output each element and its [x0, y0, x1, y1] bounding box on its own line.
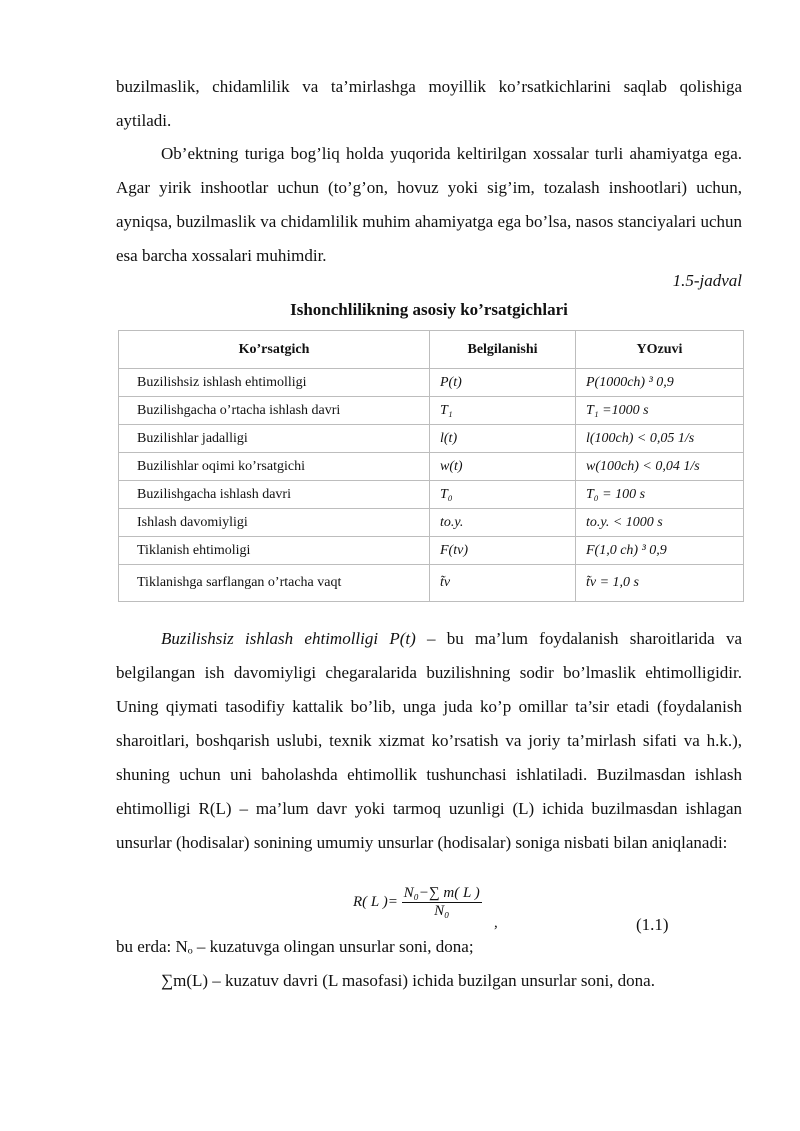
cell-indicator: Ishlash davomiyligi — [119, 509, 430, 537]
cell-notation: F(tv) — [430, 537, 576, 565]
table-row — [119, 481, 744, 509]
formula-fraction — [402, 885, 482, 920]
term-definition: Buzilishsiz ishlash ehtimolligi P(t) — [161, 629, 416, 648]
formula-comma: , — [494, 915, 498, 931]
table-header-row — [119, 331, 744, 369]
header-indicator: Ko’rsatgich — [119, 331, 430, 369]
table-row — [119, 425, 744, 453]
table-number: 1.5-jadval — [672, 271, 742, 290]
cell-notation: T₀ — [430, 481, 576, 509]
table-row — [119, 509, 744, 537]
table-row — [119, 397, 744, 425]
table-row — [119, 369, 744, 397]
cell-indicator: Buzilishsiz ishlash ehtimolligi — [119, 369, 430, 397]
cell-record: F(1,0 ch) ³ 0,9 — [576, 537, 744, 565]
equation-number: (1.1) — [636, 915, 669, 934]
cell-record: T₁ =1000 s — [576, 397, 744, 425]
cell-record: to.y. < 1000 s — [576, 509, 744, 537]
header-notation: Belgilanishi — [430, 331, 576, 369]
cell-notation: P(t) — [430, 369, 576, 397]
cell-record: w(100ch) < 0,04 1/s — [576, 453, 744, 481]
paragraph-1: buzilmaslik, chidamlilik va ta’mirlashga moyillik ko’rsatkichlarini saqlab qolishiga aytiladi. — [116, 77, 742, 130]
where-line: bu erda: Nₒ – kuzatuvga olingan unsurlar soni, dona; — [116, 937, 474, 956]
cell-indicator: Buzilishlar jadalligi — [119, 425, 430, 453]
formula-1-1 — [353, 885, 482, 920]
formula-denominator: N₀ — [434, 903, 450, 919]
cell-indicator: Buzilishlar oqimi ko’rsatgichi — [119, 453, 430, 481]
cell-notation: T₁ — [430, 397, 576, 425]
table-row — [119, 565, 744, 602]
paragraph-2: Ob’ektning turiga bog’liq holda yuqorida keltirilgan xossalar turli ahamiyatga ega. Agar yirik inshootlar uchun (to’g’on, hovuz yoki sig’im, tozalash inshootlari) uchun, ayniqsa, buzilmaslik va chidamlilik muhim ahamiyatga ega bo’lsa, nasos stanciyalari uchun esa barcha xossalari muhimdir. — [116, 144, 742, 265]
cell-record: T₀ = 100 s — [576, 481, 744, 509]
header-record: YOzuvi — [576, 331, 744, 369]
formula-numerator: N₀−∑ m( L ) — [403, 885, 480, 901]
formula-lhs: R( L )= — [353, 893, 398, 910]
sum-definition-line: ∑m(L) – kuzatuv davri (L masofasi) ichida buzilgan unsurlar soni, dona. — [161, 971, 655, 990]
table-row — [119, 537, 744, 565]
cell-record: l(100ch) < 0,05 1/s — [576, 425, 744, 453]
cell-indicator: Buzilishgacha o’rtacha ishlash davri — [119, 397, 430, 425]
table-row — [119, 453, 744, 481]
table-title: Ishonchlilikning asosiy ko’rsatgichlari — [290, 300, 568, 319]
cell-indicator: Tiklanish ehtimoligi — [119, 537, 430, 565]
cell-notation: to.y. — [430, 509, 576, 537]
paragraph-3-text: – bu ma’lum foydalanish sharoitlarida va belgilangan ish davomiyligi chegaralarida buzilishning sodir bo’lmaslik ehtimolligidir. Uning qiymati tasodifiy kattalik bo’lib, unga juda ko’p omillar ta’sir etadi (foydalanish sharoitlari, boshqarish uslubi, texnik xizmat ko’rsatish va joriy ta’mirlash sifati va h.k.), shuning uchun uni baholashda ehtimollik tushunchasi ishlatiladi. Buzilmasdan ishlash ehtimolligi R(L) – ma’lum davr yoki tarmoq uzunligi (L) ichida buzilmasdan ishlagan unsurlar (hodisalar) sonining umumiy unsurlar (hodisalar) soniga nisbati bilan aniqlanadi: — [116, 629, 743, 852]
cell-record: P(1000ch) ³ 0,9 — [576, 369, 744, 397]
cell-notation: t̃v — [430, 565, 576, 602]
cell-indicator: Tiklanishga sarflangan o’rtacha vaqt — [119, 565, 430, 602]
cell-record: t̃v = 1,0 s — [576, 565, 744, 602]
cell-indicator: Buzilishgacha ishlash davri — [119, 481, 430, 509]
paragraph-3 — [116, 622, 742, 860]
indicators-table — [118, 330, 744, 602]
cell-notation: l(t) — [430, 425, 576, 453]
cell-notation: w(t) — [430, 453, 576, 481]
